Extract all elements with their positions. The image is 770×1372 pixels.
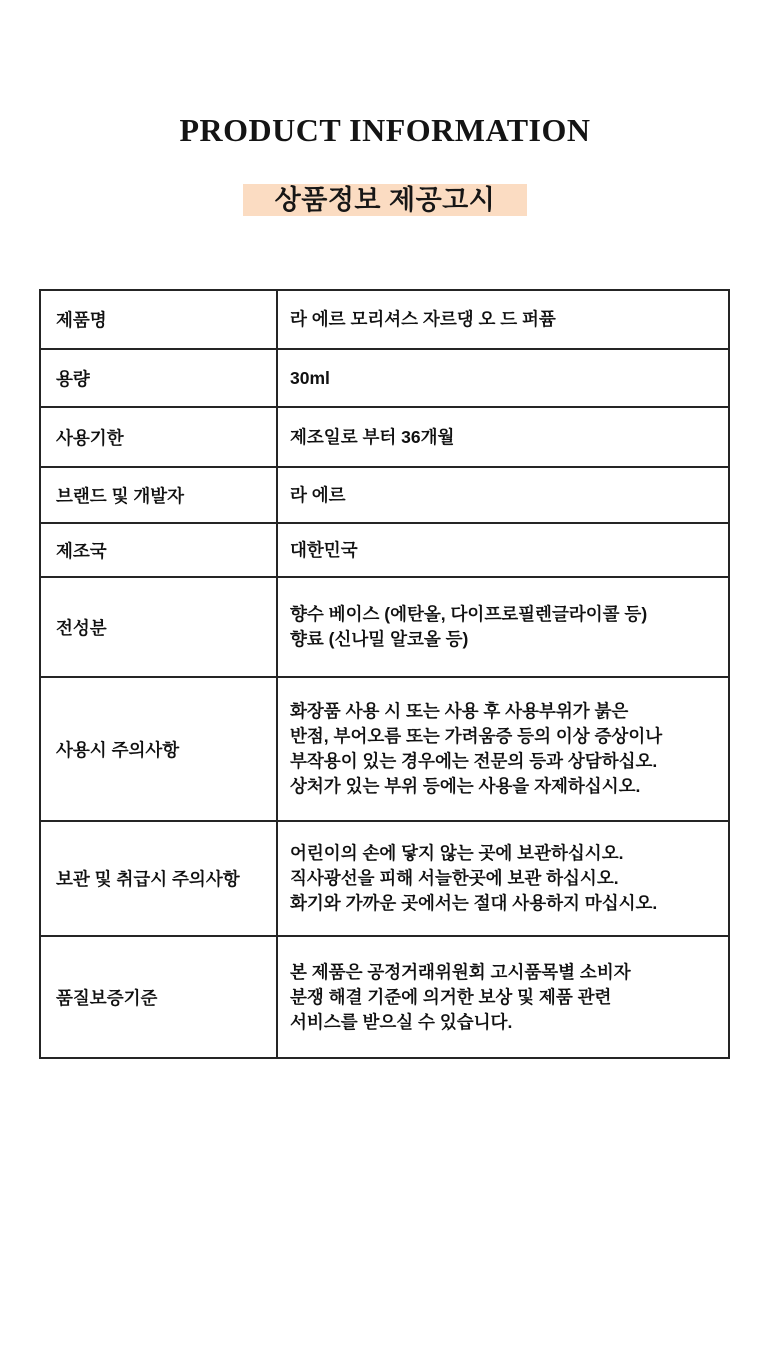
row-label-expiration: 사용기한 <box>40 407 277 467</box>
row-value-quality-guarantee <box>277 936 729 1058</box>
row-label-storage-caution: 보관 및 취급시 주의사항 <box>40 821 277 936</box>
value-line: 반점, 부어오름 또는 가려움증 등의 이상 증상이나 <box>290 726 663 746</box>
row-value-product-name <box>277 290 729 349</box>
value-line: 화기와 가까운 곳에서는 절대 사용하지 마십시오. <box>290 893 658 913</box>
row-label-product-name: 제품명 <box>40 290 277 349</box>
subtitle-container <box>0 184 770 216</box>
value-line: 본 제품은 공정거래위원회 고시품목별 소비자 <box>290 961 631 982</box>
value-line: 서비스를 받으실 수 있습니다. <box>290 1011 513 1032</box>
value-line: 직사광선을 피해 서늘한곳에 보관 하십시오. <box>290 868 619 888</box>
row-value-brand <box>277 467 729 523</box>
row-value-storage-caution <box>277 821 729 936</box>
row-label-ingredients: 전성분 <box>40 577 277 677</box>
row-value-country <box>277 523 729 577</box>
value-line: 향수 베이스 (에탄올, 다이프로필렌글라이콜 등) <box>290 604 648 624</box>
table-row <box>40 936 729 1058</box>
table-row <box>40 407 729 467</box>
row-value-usage-caution <box>277 677 729 821</box>
value-line: 제조일로 부터 36개월 <box>290 426 455 447</box>
table-row <box>40 821 729 936</box>
table-row <box>40 349 729 407</box>
row-label-quality-guarantee: 품질보증기준 <box>40 936 277 1058</box>
row-value-volume <box>277 349 729 407</box>
value-line: 화장품 사용 시 또는 사용 후 사용부위가 붉은 <box>290 701 629 721</box>
value-line: 대한민국 <box>290 539 358 560</box>
row-value-expiration <box>277 407 729 467</box>
table-row <box>40 577 729 677</box>
row-label-country: 제조국 <box>40 523 277 577</box>
table-row <box>40 467 729 523</box>
table-row <box>40 290 729 349</box>
value-line: 향료 (신나밀 알코올 등) <box>290 629 469 649</box>
value-line: 라 에르 <box>290 484 346 505</box>
row-label-volume: 용량 <box>40 349 277 407</box>
row-value-ingredients <box>277 577 729 677</box>
table-row <box>40 523 729 577</box>
product-info-table <box>39 289 730 1059</box>
value-line: 30ml <box>290 367 330 388</box>
page-title: PRODUCT INFORMATION <box>179 112 591 148</box>
value-line: 상처가 있는 부위 등에는 사용을 자제하십시오. <box>290 776 641 796</box>
value-line: 어린이의 손에 닿지 않는 곳에 보관하십시오. <box>290 843 624 863</box>
row-label-brand: 브랜드 및 개발자 <box>40 467 277 523</box>
value-line: 분쟁 해결 기준에 의거한 보상 및 제품 관련 <box>290 986 612 1007</box>
page-subtitle-highlight: 상품정보 제공고시 <box>243 184 528 216</box>
table-row <box>40 677 729 821</box>
value-line: 라 에르 모리셔스 자르댕 오 드 퍼퓸 <box>290 309 556 329</box>
row-label-usage-caution: 사용시 주의사항 <box>40 677 277 821</box>
value-line: 부작용이 있는 경우에는 전문의 등과 상담하십오. <box>290 751 658 771</box>
